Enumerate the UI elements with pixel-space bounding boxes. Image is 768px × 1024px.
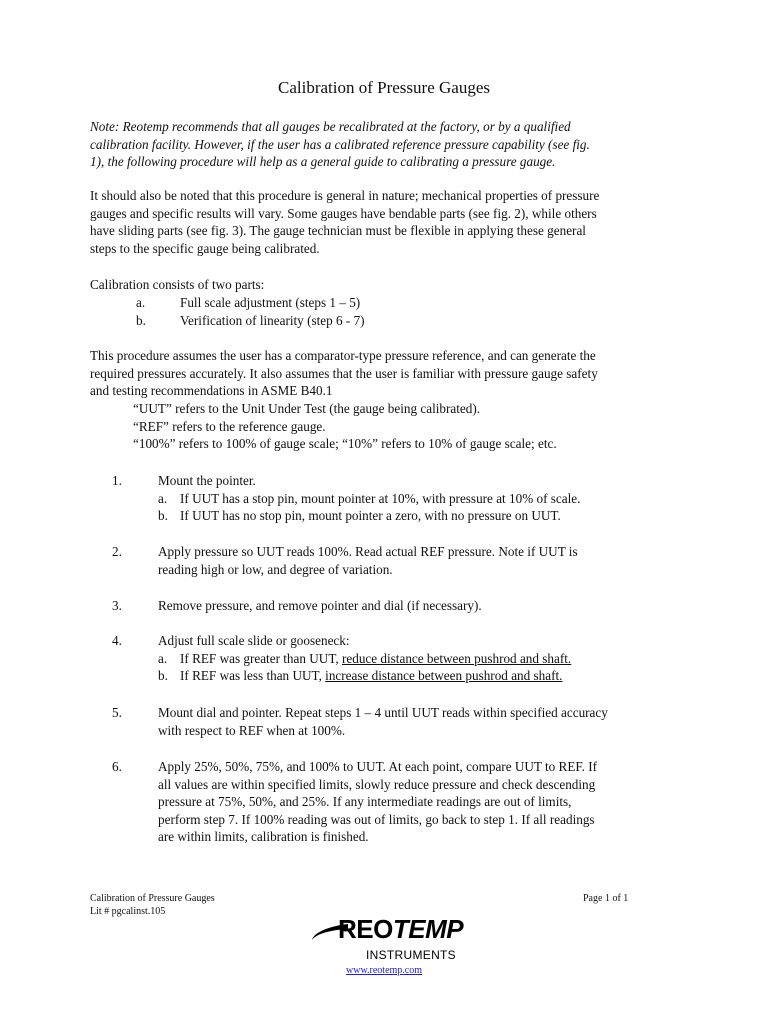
step-text: Mount the pointer. [158, 473, 256, 488]
general-line: steps to the specific gauge being calibrated. [90, 240, 320, 256]
logo-word-italic: TEMP [392, 914, 464, 944]
list-marker: b. [136, 312, 146, 328]
logo-word-regular: REO [338, 914, 393, 944]
step-line: with respect to REF when at 100%. [158, 722, 346, 738]
list-item [90, 294, 670, 312]
step-line: Remove pressure, and remove pointer and dial (if necessary). [158, 598, 482, 613]
note-paragraph [90, 118, 670, 171]
website-link[interactable]: www.reotemp.com [346, 965, 422, 976]
sub-step-prefix: If REF was less than UUT, [180, 668, 326, 684]
step-number: 5. [112, 705, 122, 720]
sub-step-marker: b. [158, 668, 168, 684]
sub-step-marker: b. [158, 508, 168, 524]
definition-line: “REF” refers to the reference gauge. [133, 418, 326, 434]
assumption-line: and testing recommendations in ASME B40.1 [90, 383, 333, 399]
underlined-instruction: increase distance between pushrod and shaft. [325, 668, 563, 684]
note-line: calibration facility. However, if the user has a calibrated reference pressure capability (see fig. [90, 136, 590, 152]
assumption-line: required pressures accurately. It also assumes that the user is familiar with pressure gauge safety [90, 365, 598, 381]
assumptions-paragraph [90, 347, 670, 400]
general-line: gauges and specific results will vary. Some gauges have bendable parts (see fig. 2), while others [90, 205, 597, 221]
step-1 [90, 472, 670, 525]
list-item [90, 312, 670, 330]
step-line: all values are within specified limits, slowly reduce pressure and check descending [158, 776, 596, 792]
general-line: It should also be noted that this procedure is general in nature; mechanical properties of pressure [90, 188, 600, 203]
sub-step-text [180, 667, 670, 685]
step-2 [90, 543, 670, 578]
step-6 [90, 758, 670, 846]
list-marker: a. [136, 295, 146, 310]
footer-page-number: Page 1 of 1 [583, 893, 629, 904]
step-3 [90, 597, 670, 615]
general-paragraph [90, 187, 670, 257]
sub-step-marker: a. [158, 650, 168, 666]
step-number: 3. [112, 598, 122, 613]
footer-lit-number: Lit # pgcalinst.105 [90, 906, 166, 917]
step-5 [90, 704, 670, 739]
parts-intro: Calibration consists of two parts: [90, 277, 265, 292]
footer-left [90, 892, 215, 918]
step-line: Apply pressure so UUT reads 100%. Read actual REF pressure. Note if UUT is [158, 544, 578, 559]
step-line: pressure at 75%, 50%, and 25%. If any intermediate readings are out of limits, [158, 794, 572, 810]
sub-step [158, 490, 670, 508]
general-line: have sliding parts (see fig. 3). The gauge technician must be flexible in applying these general [90, 223, 586, 239]
sub-step-text: If UUT has no stop pin, mount pointer a zero, with no pressure on UUT. [180, 508, 561, 524]
footer-doc-title: Calibration of Pressure Gauges [90, 893, 215, 904]
note-line: Note: Reotemp recommends that all gauges be recalibrated at the factory, or by a qualified [90, 119, 571, 134]
sub-step-text: If UUT has a stop pin, mount pointer at 10%, with pressure at 10% of scale. [180, 490, 581, 506]
note-line: 1), the following procedure will help as a general guide to calibrating a pressure gauge. [90, 154, 556, 170]
step-text: Adjust full scale slide or gooseneck: [158, 633, 350, 648]
sub-step-prefix: If REF was greater than UUT, [180, 650, 342, 666]
assumption-line: This procedure assumes the user has a comparator-type pressure reference, and can generate the [90, 348, 596, 363]
underlined-instruction: reduce distance between pushrod and shaft. [341, 650, 572, 666]
sub-step [158, 507, 670, 525]
sub-step [158, 667, 670, 685]
step-line: Apply 25%, 50%, 75%, and 100% to UUT. At each point, compare UUT to REF. If [158, 759, 598, 774]
logo-wordmark [338, 914, 463, 944]
step-number: 2. [112, 544, 122, 559]
step-line: Mount dial and pointer. Repeat steps 1 – 4 until UUT reads within specified accuracy [158, 705, 608, 720]
sub-step-marker: a. [158, 490, 168, 506]
parts-list [90, 294, 670, 329]
definition-line: “100%” refers to 100% of gauge scale; “10%” refers to 10% of gauge scale; etc. [133, 436, 557, 452]
definitions [133, 400, 693, 453]
page-title: Calibration of Pressure Gauges [278, 78, 490, 97]
list-text: Verification of linearity (step 6 - 7) [180, 312, 365, 328]
step-number: 6. [112, 759, 122, 774]
definition-line: “UUT” refers to the Unit Under Test (the gauge being calibrated). [133, 401, 481, 416]
logo-subtitle: INSTRUMENTS [366, 948, 456, 962]
sub-step [158, 650, 670, 668]
step-number: 4. [112, 633, 122, 648]
sub-step-text [180, 650, 670, 668]
step-line: perform step 7. If 100% reading was out of limits, go back to step 1. If all readings [158, 811, 595, 827]
step-number: 1. [112, 473, 122, 488]
step-line: are within limits, calibration is finished. [158, 829, 369, 845]
step-line: reading high or low, and degree of variation. [158, 561, 393, 577]
step-4 [90, 632, 670, 685]
list-text: Full scale adjustment (steps 1 – 5) [180, 295, 361, 310]
